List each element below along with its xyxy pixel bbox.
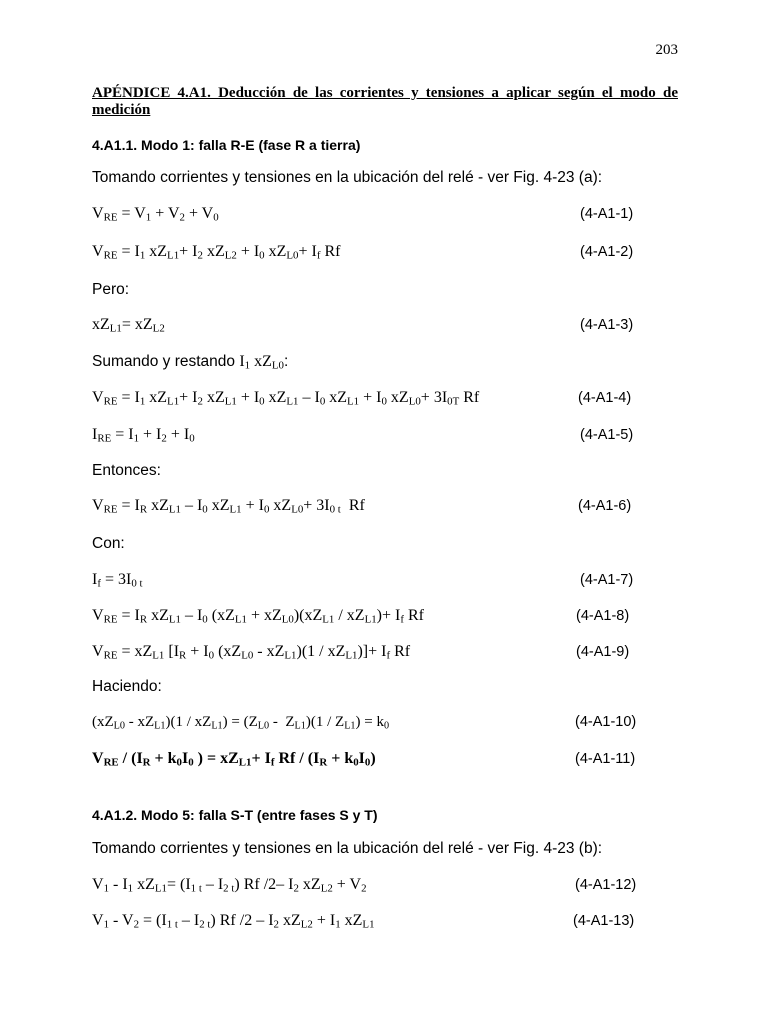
appendix-title: APÉNDICE 4.A1. Deducción de las corrientes y tensiones a aplicar según el modo de medición bbox=[92, 85, 678, 118]
equation-4-A1-2: $V_{RE} = I_1$ $xZ_{L1}+ I_2$ $xZ_{L2} + I_0$ $xZ_{L0}+ I_f$ Rf bbox=[92, 243, 341, 262]
equation-tag: (4-A1-11) bbox=[575, 751, 636, 767]
equation-tag: (4-A1-2) bbox=[580, 244, 634, 260]
equation-tag: (4-A1-4) bbox=[578, 390, 632, 406]
equation-4-A1-6: $V_{RE} = I_R$ $xZ_{L1} - I_0$ $xZ_{L1} + I_0$ $xZ_{L0}+ 3I_{0 t}$ Rf bbox=[92, 497, 365, 516]
page-number: 203 bbox=[655, 42, 678, 58]
equation-4-A1-1: $V_{RE} = V_1 + V_2 + V_0$ bbox=[92, 205, 219, 224]
equation-tag: (4-A1-1) bbox=[580, 206, 634, 222]
paragraph-con: Con: bbox=[92, 535, 125, 552]
paragraph-intro-2: Tomando corrientes y tensiones en la ubicación del relé - ver Fig. 4-23 (b): bbox=[92, 840, 603, 857]
section-title-modo-1: 4.A1.1. Modo 1: falla R-E (fase R a tierra) bbox=[92, 137, 361, 153]
section-title-modo-5: 4.A1.2. Modo 5: falla S-T (entre fases S y T) bbox=[92, 807, 378, 823]
equation-tag: (4-A1-12) bbox=[575, 877, 637, 893]
equation-4-A1-4: $V_{RE} = I_1$ $xZ_{L1}+ I_2$ $xZ_{L1} + I_0$ $xZ_{L1} - I_0$ $xZ_{L1} + I_0$ $xZ_{L0}+ 3I_{0T}$ Rf bbox=[92, 389, 480, 408]
equation-4-A1-13: $V_1 - V_2 = (I_{1 t} - I_{2 t})$ Rf $/2 - I_2$ $xZ_{L2} + I_1$ $xZ_{L1}$ bbox=[92, 912, 375, 931]
equation-tag: (4-A1-5) bbox=[580, 427, 634, 443]
equation-tag: (4-A1-13) bbox=[573, 913, 635, 929]
equation-tag: (4-A1-7) bbox=[580, 572, 634, 588]
paragraph-intro-1: Tomando corrientes y tensiones en la ubicación del relé - ver Fig. 4-23 (a): bbox=[92, 169, 603, 186]
equation-4-A1-8: $V_{RE} = I_R$ $xZ_{L1} - I_0$ $(xZ_{L1} + xZ_{L0})(xZ_{L1} / xZ_{L1})+ I_f$ Rf bbox=[92, 607, 424, 626]
equation-4-A1-10: $(xZ_{L0} - xZ_{L1})(1 / xZ_{L1}) = (Z_{L0} - Z_{L1})(1 / Z_{L1}) = k_0$ bbox=[92, 714, 390, 732]
equation-4-A1-12: $V_1 - I_1$ $xZ_{L1}= (I_{1 t} - I_{2 t})$ Rf /2– $I_2$ $xZ_{L2} + V_2$ bbox=[92, 876, 367, 895]
equation-4-A1-9: $V_{RE} = xZ_{L1}$ [$I_R + I_0$ $(xZ_{L0} - xZ_{L1})(1 / xZ_{L1})]+ I_f$ Rf bbox=[92, 643, 411, 662]
paragraph-pero: Pero: bbox=[92, 281, 130, 298]
equation-4-A1-3: $xZ_{L1}= xZ_{L2}$ bbox=[92, 316, 165, 335]
equation-4-A1-7: $I_f = 3I_{0 t}$ bbox=[92, 571, 143, 590]
paragraph-entonces: Entonces: bbox=[92, 462, 161, 479]
paragraph-haciendo: Haciendo: bbox=[92, 678, 162, 695]
equation-4-A1-5: $I_{RE} = I_1 + I_2 + I_0$ bbox=[92, 426, 195, 445]
equation-tag: (4-A1-8) bbox=[576, 608, 630, 624]
equation-tag: (4-A1-3) bbox=[580, 317, 634, 333]
equation-4-A1-11: $V_{RE} / (I_R + k_0I_0$ ) = $xZ_{L1}+ I_f$ $Rf / (I_R + k_0I_0)$ bbox=[92, 750, 376, 769]
equation-tag: (4-A1-6) bbox=[578, 498, 632, 514]
paragraph-sumando: Sumando y restando $I_1$ $xZ_{L0}$: bbox=[92, 353, 289, 372]
equation-tag: (4-A1-9) bbox=[576, 644, 630, 660]
equation-tag: (4-A1-10) bbox=[575, 714, 637, 730]
